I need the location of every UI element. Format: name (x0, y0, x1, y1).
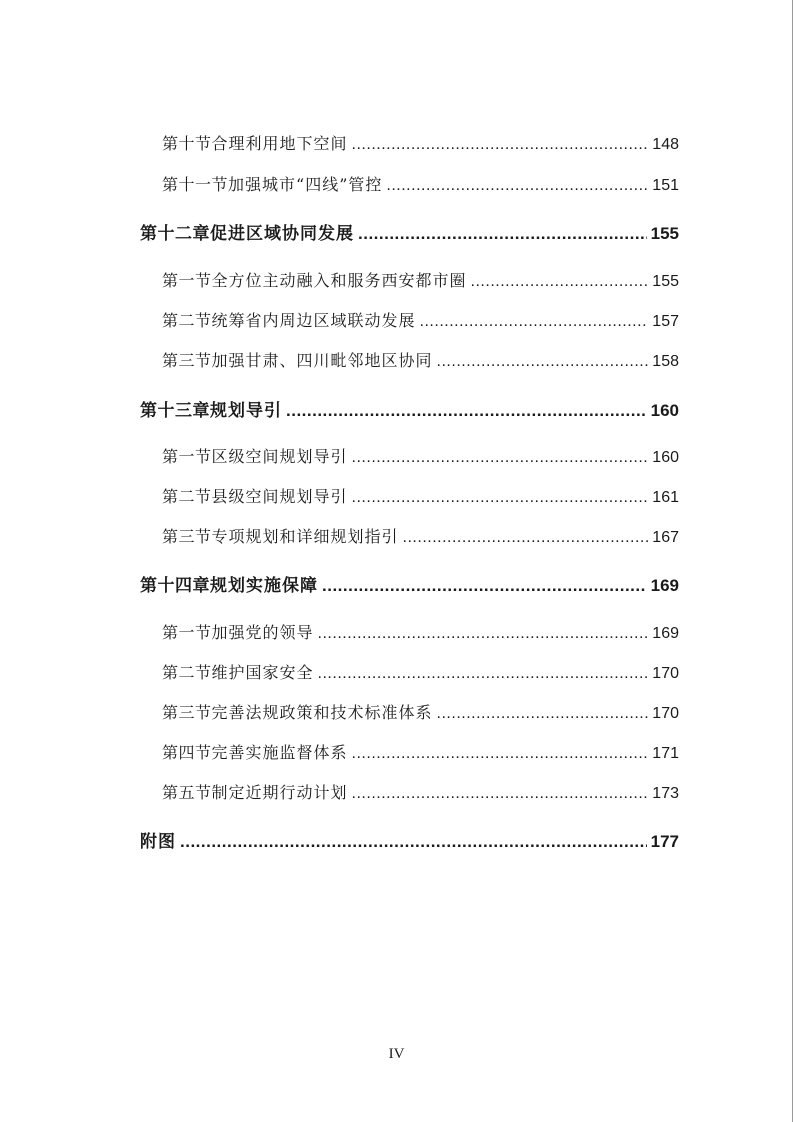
chapter-number: 第十二章 (140, 224, 210, 244)
entry-title: 加强城市“四线”管控 (228, 175, 383, 194)
entry-number: 第二节 (162, 663, 212, 682)
toc-entry[interactable] (162, 308, 679, 331)
entry-number: 第二节 (162, 487, 212, 506)
toc-entry[interactable] (162, 131, 679, 154)
dot-leader (318, 625, 649, 643)
chapter-page: 155 (650, 224, 679, 243)
entry-page: 148 (652, 136, 679, 153)
chapter-title: 促进区域协同发展 (210, 224, 354, 244)
dot-leader (358, 224, 647, 244)
dot-leader (420, 313, 649, 331)
entry-number: 第十节 (162, 134, 212, 153)
dot-leader (471, 273, 649, 291)
dot-leader (437, 353, 649, 371)
entry-title: 合理利用地下空间 (211, 134, 348, 153)
dot-leader (318, 665, 649, 683)
toc-chapter-entry[interactable] (140, 396, 679, 421)
entry-title: 全方位主动融入和服务西安都市圈 (211, 271, 467, 290)
dot-leader (352, 745, 649, 763)
appendix-page: 177 (650, 832, 679, 851)
toc-entry[interactable] (162, 780, 679, 803)
entry-page: 167 (652, 529, 679, 546)
entry-title: 区级空间规划导引 (211, 447, 348, 466)
entry-number: 第一节 (162, 271, 212, 290)
entry-page: 173 (652, 785, 679, 802)
toc-entry[interactable] (162, 660, 679, 683)
dot-leader (180, 832, 647, 852)
dot-leader (352, 785, 649, 803)
toc-entry[interactable] (162, 524, 679, 547)
toc-entry[interactable] (162, 268, 679, 291)
toc-entry[interactable] (162, 172, 679, 195)
dot-leader (352, 489, 649, 507)
appendix-title: 附图 (140, 832, 176, 852)
dot-leader (286, 401, 647, 421)
entry-title: 制定近期行动计划 (211, 783, 348, 802)
entry-page: 160 (652, 449, 679, 466)
entry-number: 第三节 (162, 703, 212, 722)
dot-leader (386, 177, 648, 195)
toc-entry[interactable] (162, 348, 679, 371)
chapter-page: 169 (650, 576, 679, 595)
entry-title: 完善实施监督体系 (211, 743, 348, 762)
entry-page: 161 (652, 489, 679, 506)
toc-entry[interactable] (162, 700, 679, 723)
entry-title: 县级空间规划导引 (211, 487, 348, 506)
entry-title: 完善法规政策和技术标准体系 (211, 703, 433, 722)
toc-entry[interactable] (162, 740, 679, 763)
dot-leader (352, 449, 649, 467)
entry-page: 155 (652, 273, 679, 290)
entry-number: 第五节 (162, 783, 212, 802)
toc-chapter-entry[interactable] (140, 571, 679, 596)
toc-entry[interactable] (162, 444, 679, 467)
entry-number: 第三节 (162, 351, 212, 370)
entry-number: 第十一节 (162, 175, 229, 194)
entry-number: 第三节 (162, 527, 212, 546)
entry-page: 157 (652, 313, 679, 330)
entry-title: 统筹省内周边区域联动发展 (211, 311, 416, 330)
entry-page: 151 (652, 177, 679, 194)
entry-number: 第一节 (162, 447, 212, 466)
dot-leader (352, 136, 649, 154)
dot-leader (437, 705, 649, 723)
dot-leader (403, 529, 649, 547)
entry-title: 维护国家安全 (211, 663, 314, 682)
chapter-title: 规划导引 (210, 401, 282, 421)
entry-title: 加强甘肃、四川毗邻地区协同 (211, 351, 433, 370)
chapter-number: 第十四章 (140, 576, 210, 596)
entry-page: 170 (652, 665, 679, 682)
entry-page: 158 (652, 353, 679, 370)
chapter-title: 规划实施保障 (210, 576, 318, 596)
toc-appendix-entry[interactable] (140, 827, 679, 852)
toc-entry[interactable] (162, 484, 679, 507)
entry-page: 171 (652, 745, 679, 762)
chapter-number: 第十三章 (140, 401, 210, 421)
page-number: IV (388, 1046, 405, 1062)
entry-page: 170 (652, 705, 679, 722)
toc-entry[interactable] (162, 620, 679, 643)
entry-title: 加强党的领导 (211, 623, 314, 642)
entry-page: 169 (652, 625, 679, 642)
toc-chapter-entry[interactable] (140, 219, 679, 244)
chapter-page: 160 (650, 401, 679, 420)
entry-number: 第一节 (162, 623, 212, 642)
dot-leader (322, 576, 647, 596)
entry-title: 专项规划和详细规划指引 (211, 527, 399, 546)
entry-number: 第四节 (162, 743, 212, 762)
entry-number: 第二节 (162, 311, 212, 330)
